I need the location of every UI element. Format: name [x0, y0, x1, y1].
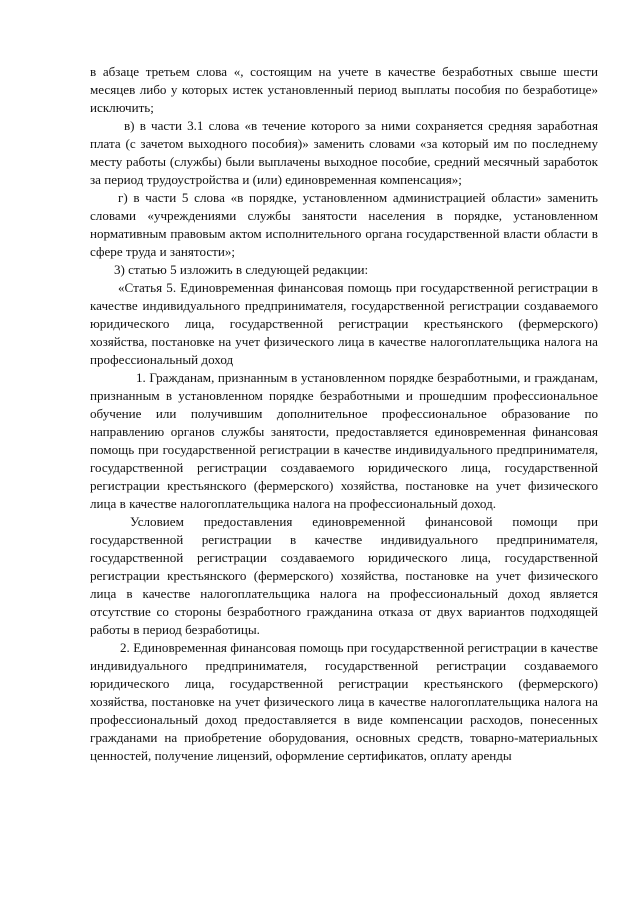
paragraph-article-5-part-2: 2. Единовременная финансовая помощь при государственной регистрации в качестве индивидуального предпринимателя, государственной регистрации создаваемого юридического лица, государственной регистрации крестьянского (фермерского) хозяйства, постановке на учет физического лица в качестве налогоплательщика налога на профессиональный доход предоставляется в виде компенсации расходов, понесенных гражданами на приобретение оборудования, основных средств, товарно-материальных ценностей, получение лицензий, оформление сертификатов, оплату аренды	[90, 640, 598, 763]
paragraph-item-3: 3) статью 5 изложить в следующей редакции:	[114, 262, 369, 277]
paragraph-abzac-exclusion: в абзаце третьем слова «, состоящим на учете в качестве безработных свыше шести месяцев либо у которых истек установленный период выплаты пособия по безработице» исключить;	[90, 64, 598, 115]
paragraph-item-v: в) в части 3.1 слова «в течение которого за ними сохраняется средняя заработная плата (с зачетом выходного пособия)» заменить словами «за который им по последнему месту работы (службы) были выплачены выходное пособие, средний месячный заработок за период трудоустройства и (или) единовременная компенсация»;	[90, 118, 598, 187]
paragraph-article-5-condition: Условием предоставления единовременной финансовой помощи при государственной регистрации в качестве индивидуального предпринимателя, государственной регистрации создаваемого юридического лица, государственной регистрации крестьянского (фермерского) хозяйства, постановке на учет физического лица в качестве налогоплательщика налога на профессиональный доход является отсутствие со стороны безработного гражданина отказа от двух вариантов подходящей работы в период безработицы.	[90, 514, 598, 637]
document-body	[90, 63, 598, 765]
paragraph-article-5-part-1: 1. Гражданам, признанным в установленном порядке безработными, и гражданам, признанным в установленном порядке безработными и прошедшим профессиональное обучение или получившим дополнительное профессиональное образование по направлению органов службы занятости, предоставляется единовременная финансовая помощь при государственной регистрации в качестве индивидуального предпринимателя, государственной регистрации создаваемого юридического лица, государственной регистрации крестьянского (фермерского) хозяйства, постановке на учет физического лица в качестве налогоплательщика налога на профессиональный доход.	[90, 370, 598, 511]
paragraph-item-g: г) в части 5 слова «в порядке, установленном администрацией области» заменить словами «учреждениями службы занятости населения в порядке, установленном нормативным правовым актом исполнительного органа государственной власти области в сфере труда и занятости»;	[90, 190, 598, 259]
paragraph-article-5-title: «Статья 5. Единовременная финансовая помощь при государственной регистрации в качестве индивидуального предпринимателя, государственной регистрации создаваемого юридического лица, государственной регистрации крестьянского (фермерского) хозяйства, постановке на учет физического лица в качестве налогоплательщика налога на профессиональный доход	[90, 280, 598, 367]
